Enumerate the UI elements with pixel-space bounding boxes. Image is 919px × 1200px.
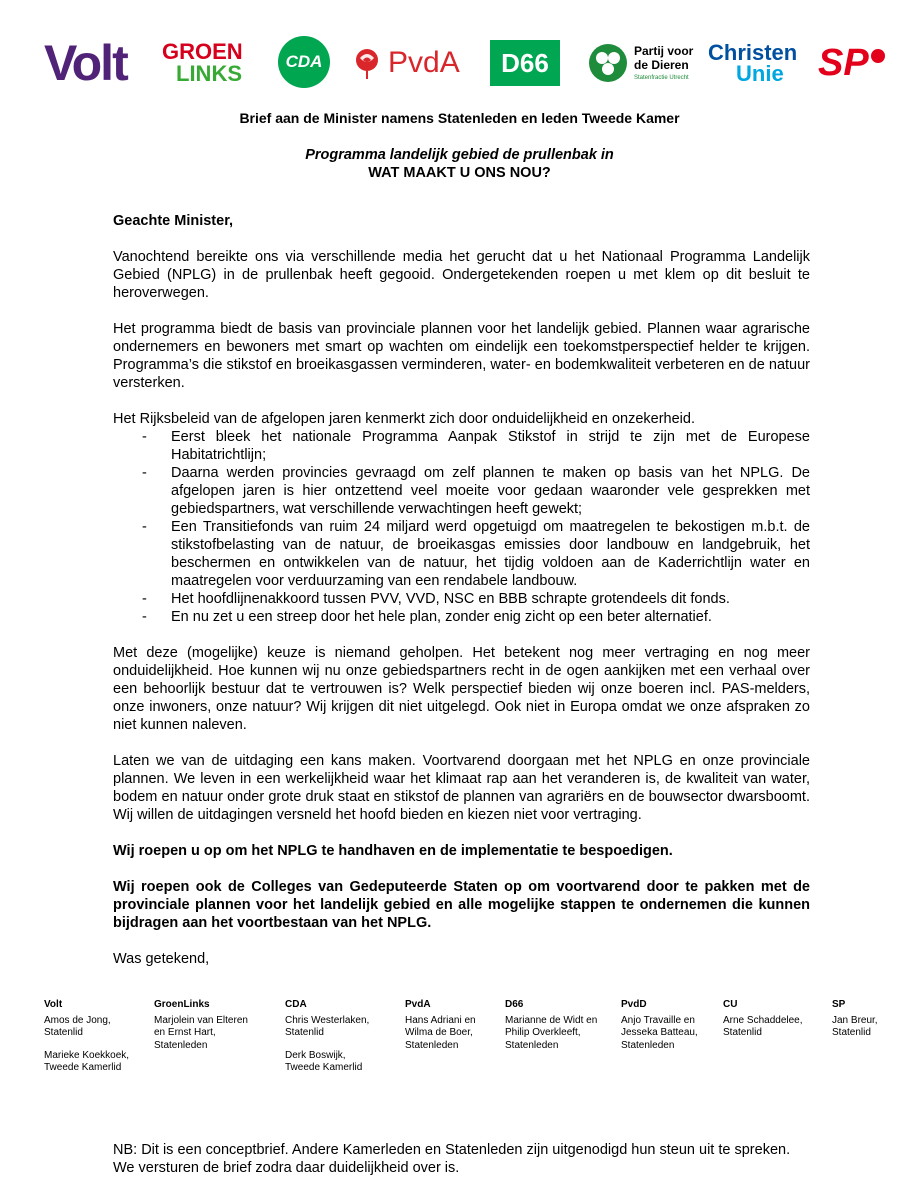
signatory-party: PvdA bbox=[405, 999, 431, 1010]
cu-logo-text-bottom: Unie bbox=[736, 61, 784, 86]
list-item: - Daarna werden provincies gevraagd om zelf plannen te maken op basis van het NPLG. De afgelopen jaren is hier ontzettend veel moeite voor gedaan waaronder vele gesprekken met gebiedspartners, wat verschillende verwachtingen heeft gewekt; bbox=[142, 465, 810, 517]
signatory-name: Marianne de Widt en bbox=[505, 1014, 598, 1026]
signatory-role: Statenlid bbox=[44, 1027, 83, 1038]
signatory-role: Statenleden bbox=[405, 1039, 459, 1051]
signatory-name: Wilma de Boer, bbox=[405, 1027, 473, 1038]
tomato-icon bbox=[871, 49, 885, 63]
signatory-party: CU bbox=[723, 999, 738, 1010]
groenlinks-logo-text-bottom: LINKS bbox=[176, 61, 242, 86]
signatory-role: Statenlid bbox=[285, 1027, 324, 1038]
pvdd-logo bbox=[588, 36, 693, 90]
groenlinks-logo-text-top: GROEN bbox=[162, 39, 243, 64]
signatory-role: Statenlid bbox=[832, 1027, 871, 1038]
signatory-entry bbox=[832, 1015, 878, 1040]
paragraph-4: Met deze (mogelijke) keuze is niemand geholpen. Het betekent nog meer vertraging en nog meer onduidelijkheid. Hoe kunnen wij nu onze gebiedspartners recht in de ogen aankijken met een verhaal over een behoorlijk bestuur dat te vertrouwen is? Welk perspectief bieden wij onze boeren incl. PAS-melders, onze inwoners, onze natuur? Wij krijgen dit niet uitgelegd. Ook niet in Europa omdat we onze afspraken zo niet kunnen naleven. bbox=[113, 645, 810, 733]
signatory-name: Jesseka Batteau, bbox=[621, 1027, 698, 1038]
letter-body bbox=[113, 212, 810, 968]
pvdd-logo-line1: Partij voor bbox=[634, 44, 694, 58]
signatory-pvda bbox=[405, 999, 476, 1062]
signatory-name: Marjolein van Elteren bbox=[154, 1014, 248, 1026]
signatory-cu bbox=[723, 999, 803, 1050]
christenunie-logo bbox=[708, 36, 797, 90]
signatory-name: Philip Overkleeft, bbox=[505, 1027, 581, 1038]
list-item-text: Daarna werden provincies gevraagd om zelf plannen te maken op basis van het NPLG. De afgelopen jaren is hier ontzettend veel moeite voor gedaan waaronder vele gesprekken met gebiedspartners, wat verschillende verwachtingen heeft gewekt; bbox=[171, 465, 810, 517]
list-item: - Het hoofdlijnenakkoord tussen PVV, VVD, NSC en BBB schrapte grotendeels dit fonds. bbox=[142, 591, 730, 607]
signatory-name: Marieke Koekkoek, bbox=[44, 1049, 130, 1061]
list-item-text: Het hoofdlijnenakkoord tussen PVV, VVD, NSC en BBB schrapte grotendeels dit fonds. bbox=[171, 591, 730, 607]
signatory-name: Amos de Jong, bbox=[44, 1014, 111, 1026]
call-to-action-1: Wij roepen u op om het NPLG te handhaven en de implementatie te bespoedigen. bbox=[113, 843, 673, 859]
list-item: - Een Transitiefonds van ruim 24 miljard werd opgetuigd om maatregelen te bekostigen m.b.t. de stikstofbelasting van de natuur, de broeikasgas emissies door landbouw en landgebruik, het beschermen en ontwikkelen van de natuur, het tijdig voldoen aan de Kaderrichtlijn water en maatregelen voor verduurzaming van een rendabele landbouw. bbox=[142, 519, 810, 589]
signatory-role: Statenleden bbox=[505, 1039, 559, 1051]
list-item: - Eerst bleek het nationale Programma Aanpak Stikstof in strijd te zijn met de Europese Habitatrichtlijn; bbox=[142, 429, 810, 463]
signatory-party: PvdD bbox=[621, 999, 647, 1010]
signatory-entry bbox=[723, 1015, 803, 1040]
signatory-role: Tweede Kamerlid bbox=[44, 1062, 122, 1073]
signatory-d66 bbox=[505, 999, 597, 1062]
sp-logo bbox=[818, 36, 885, 90]
signatory-entry bbox=[44, 1015, 129, 1040]
signatory-entry bbox=[44, 1050, 129, 1075]
signatory-entry bbox=[405, 1015, 476, 1053]
volt-logo bbox=[44, 36, 127, 90]
volt-logo-text: Volt bbox=[44, 35, 127, 91]
cda-logo bbox=[278, 36, 330, 88]
signatory-pvdd bbox=[621, 999, 698, 1062]
paragraph-3: Het Rijksbeleid van de afgelopen jaren kenmerkt zich door onduidelijkheid en onzekerheid. bbox=[113, 411, 695, 427]
signatory-volt bbox=[44, 999, 129, 1085]
subtitle-line-2: WAT MAAKT U ONS NOU? bbox=[368, 165, 551, 181]
signatory-name: Chris Westerlaken, bbox=[285, 1014, 370, 1026]
paragraph-5: Laten we van de uitdaging een kans maken. Voortvarend doorgaan met het NPLG en onze provinciale plannen. We leven in een werkelijkheid waar het klimaat rap aan het veranderen is, de kwaliteit van water, bodem en natuur onder grote druk staat en stikstof de plannen van agrariërs en de bouwsector dwarsboomt. Wij willen de uitdagingen versneld het hoofd bieden en kiezen niet voor vertraging. bbox=[113, 753, 810, 823]
signatory-name: Derk Boswijk, bbox=[285, 1049, 346, 1061]
salutation: Geachte Minister, bbox=[113, 213, 234, 229]
signatory-party: SP bbox=[832, 999, 846, 1010]
d66-logo-text: D66 bbox=[501, 47, 549, 78]
signatory-name: Arne Schaddelee, bbox=[723, 1014, 803, 1026]
signatory-name: Hans Adriani en bbox=[405, 1014, 476, 1026]
call-to-action-2: Wij roepen ook de Colleges van Gedeputeerde Staten op om voortvarend door te pakken met de provinciale plannen voor het landelijk gebied en alle mogelijke stappen te ondernemen die kunnen bijdragen aan het voortbestaan van het NPLG. bbox=[113, 879, 810, 931]
pvda-logo-text: PvdA bbox=[388, 46, 460, 79]
signatory-groenlinks bbox=[154, 999, 248, 1062]
concept-note: NB: Dit is een conceptbrief. Andere Kamerleden en Statenleden zijn uitgenodigd hun steun uit te spreken. We versturen de brief zodra daar duidelijkheid over is. bbox=[113, 1142, 791, 1176]
groenlinks-logo bbox=[162, 36, 243, 90]
paragraph-2: Het programma biedt de basis van provinciale plannen voor het landelijk gebied. Plannen waar agrarische ondernemers en bewoners met smart op wachten om eindelijk een toekomstperspectief helder te krijgen. Programma’s die stikstof en broeikasgassen verminderen, water- en bodemkwaliteit verbeteren en de natuur versterken. bbox=[113, 321, 810, 391]
signatory-name: Jan Breur, bbox=[832, 1014, 878, 1026]
signatory-role: Tweede Kamerlid bbox=[285, 1062, 363, 1073]
cda-logo-text: CDA bbox=[285, 52, 323, 71]
cu-logo-text-top: Christen bbox=[708, 40, 798, 65]
paragraph-1: Vanochtend bereikte ons via verschillende media het gerucht dat u het Nationaal Programma Landelijk Gebied (NPLG) in de prullenbak heeft gegooid. Ondergetekenden roepen u met klem op dit besluit te heroverwegen. bbox=[113, 249, 810, 301]
sp-logo-text: SP bbox=[818, 41, 869, 84]
party-logos-row bbox=[44, 36, 890, 90]
signatory-entry bbox=[621, 1015, 698, 1053]
signatory-party: D66 bbox=[505, 999, 524, 1010]
signatory-role: Statenlid bbox=[723, 1027, 762, 1038]
list-item-text: Eerst bleek het nationale Programma Aanpak Stikstof in strijd te zijn met de Europese Habitatrichtlijn; bbox=[171, 429, 810, 463]
pvda-logo bbox=[350, 36, 460, 90]
pvdd-logo-line2: de Dieren bbox=[634, 58, 689, 72]
signatory-party: Volt bbox=[44, 999, 63, 1010]
list-item: - En nu zet u een streep door het hele plan, zonder enig zicht op een beter alternatief. bbox=[142, 609, 712, 625]
signatory-role: Statenleden bbox=[154, 1039, 208, 1051]
letter-title: Brief aan de Minister namens Statenleden en leden Tweede Kamer bbox=[239, 110, 680, 126]
signatory-party: CDA bbox=[285, 999, 307, 1010]
clover-icon bbox=[588, 43, 628, 83]
signatory-name: Anjo Travaille en bbox=[621, 1014, 695, 1026]
signatory-cda bbox=[285, 999, 369, 1085]
rose-icon bbox=[350, 46, 384, 80]
signatory-entry bbox=[285, 1015, 369, 1040]
closing: Was getekend, bbox=[113, 951, 210, 967]
pvdd-logo-line3: Statenfractie Utrecht bbox=[634, 75, 689, 81]
list-item-text: En nu zet u een streep door het hele plan, zonder enig zicht op een beter alternatief. bbox=[171, 609, 712, 625]
list-item-text: Een Transitiefonds van ruim 24 miljard werd opgetuigd om maatregelen te bekostigen m.b.t. de stikstofbelasting van de natuur, de broeikasgas emissies door landbouw en landgebruik, het beschermen en ontwikkelen van de natuur, het tijdig voldoen aan de Kaderrichtlijn water en maatregelen voor verduurzaming van een rendabele landbouw. bbox=[171, 519, 810, 589]
d66-logo bbox=[490, 40, 560, 86]
signatory-name: en Ernst Hart, bbox=[154, 1027, 216, 1038]
signatory-entry bbox=[154, 1015, 248, 1053]
bullet-list bbox=[142, 428, 810, 626]
signatory-entry bbox=[505, 1015, 597, 1053]
signatory-role: Statenleden bbox=[621, 1039, 675, 1051]
letter-subtitle bbox=[0, 146, 919, 182]
signatory-entry bbox=[285, 1050, 369, 1075]
signatory-sp bbox=[832, 999, 878, 1050]
signatory-party: GroenLinks bbox=[154, 999, 210, 1010]
subtitle-line-1: Programma landelijk gebied de prullenbak in bbox=[305, 147, 614, 163]
